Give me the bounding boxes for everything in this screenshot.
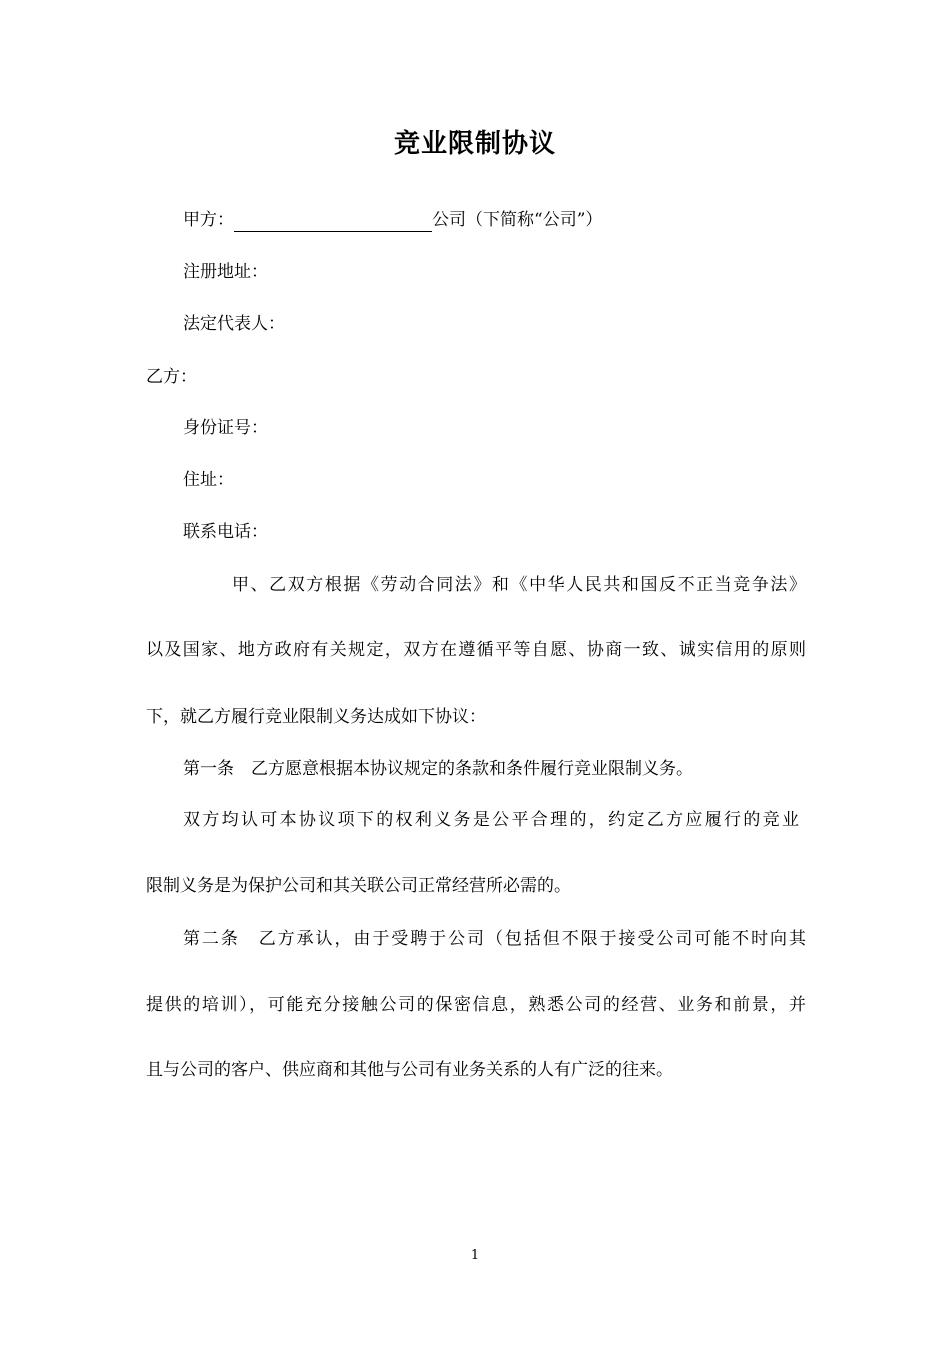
article-2-line-3: 且与公司的客户、供应商和其他与公司有业务关系的人有广泛的往来。 [146,1060,673,1080]
party-a-label: 甲方： [183,210,234,230]
id-number-label: 身份证号： [183,418,268,438]
article-1-line: 第一条 乙方愿意根据本协议规定的条款和条件履行竞业限制义务。 [183,759,693,779]
article-2-line-1: 第二条 乙方承认，由于受聘于公司（包括但不限于接受公司可能不时向其 [183,929,806,949]
legal-representative-label: 法定代表人： [183,314,285,334]
registered-address-label: 注册地址： [183,262,268,282]
party-a-name-blank [234,212,432,232]
party-a-line [183,208,602,232]
preamble-line-3: 下，就乙方履行竞业限制义务达成如下协议： [146,707,486,727]
party-b-address-label: 住址： [183,470,234,490]
preamble-line-1: 甲、乙双方根据《劳动合同法》和《中华人民共和国反不正当竞争法》 [232,575,806,595]
page-number: 1 [470,1248,480,1263]
article-1-para-2-line-1: 双方均认可本协议项下的权利义务是公平合理的，约定乙方应履行的竞业 [183,810,799,830]
phone-label: 联系电话： [183,522,268,542]
article-1-para-2-line-2: 限制义务是为保护公司和其关联公司正常经营所必需的。 [146,876,571,896]
article-2-line-2: 提供的培训），可能充分接触公司的保密信息，熟悉公司的经营、业务和前景，并 [146,995,806,1015]
document-title: 竞业限制协议 [393,129,556,159]
preamble-line-2: 以及国家、地方政府有关规定，双方在遵循平等自愿、协商一致、诚实信用的原则 [146,640,806,660]
party-a-suffix: 公司（下简称“公司”） [432,210,603,230]
party-b-label: 乙方： [146,367,197,387]
